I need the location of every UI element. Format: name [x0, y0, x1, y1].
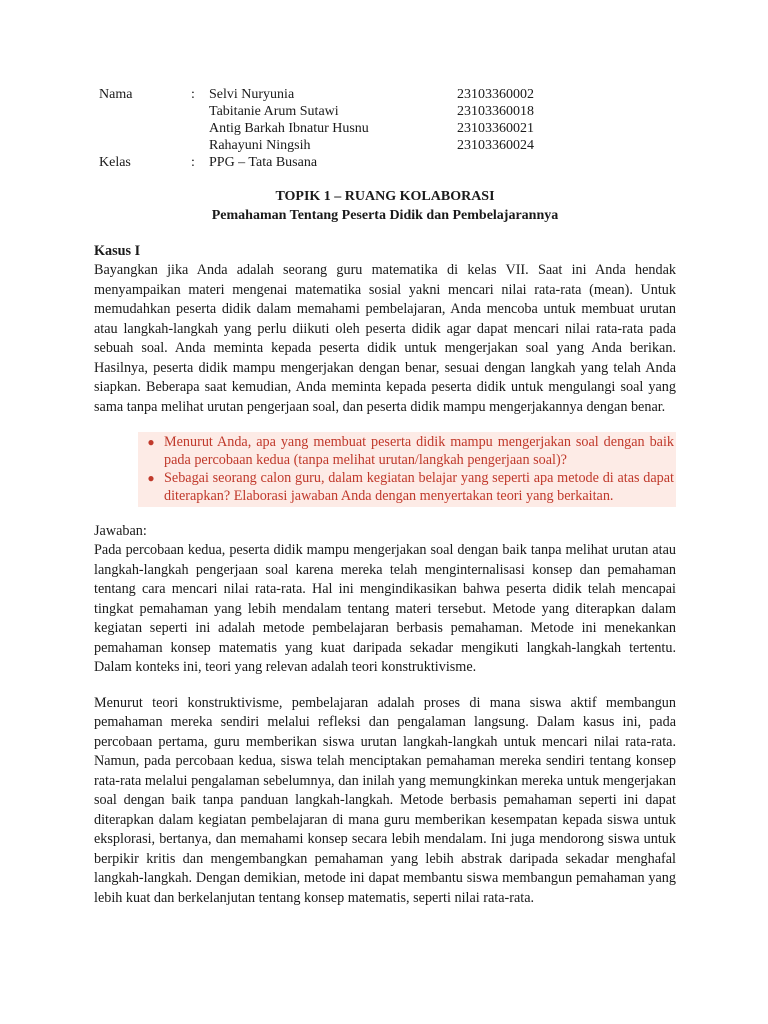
title-line-2: Pemahaman Tentang Peserta Didik dan Pembelajarannya	[211, 208, 559, 223]
member-nim: 23103360024	[457, 138, 534, 153]
question-box	[138, 432, 676, 507]
member-nim: 23103360021	[457, 121, 534, 136]
member-nim: 23103360018	[457, 104, 534, 119]
member-nim: 23103360002	[457, 87, 534, 102]
member-name: Antig Barkah Ibnatur Husnu	[209, 121, 369, 136]
kelas-row	[99, 154, 534, 171]
separator: :	[191, 155, 195, 170]
paragraph-spacer	[94, 678, 676, 694]
kasus-paragraph: Bayangkan jika Anda adalah seorang guru matematika di kelas VII. Saat ini Anda hendak menyampaikan materi mengenai matematika sosial yakni mencari nilai rata-rata (mean). Untuk memudahkan peserta didik dalam memahami pembelajaran, Anda mencoba untuk membuat urutan atau langkah-langkah yang perlu diikuti oleh peserta didik agar dapat mencari nilai rata-rata pada sebuah soal. Anda meminta kepada peserta didik untuk mengerjakan soal yang Anda berikan. Hasilnya, peserta didik mampu mengerjakan dengan benar, sesuai dengan langkah yang telah Anda siapkan. Beberapa saat kemudian, Anda meminta kepada peserta didik untuk mengulangi soal yang sama tanpa melihat urutan pengerjaan soal, dan peserta didik mampu mengerjakannya dengan benar.	[94, 262, 676, 415]
kelas-label: Kelas	[99, 155, 131, 170]
member-row	[99, 103, 534, 120]
member-row	[99, 86, 534, 103]
document-page	[94, 86, 676, 908]
member-name: Tabitanie Arum Sutawi	[209, 104, 339, 119]
answer-label: Jawaban:	[94, 523, 147, 539]
question-text: Sebagai seorang calon guru, dalam kegiatan belajar yang seperti apa metode di atas dapat diterapkan? Elaborasi jawaban Anda dengan menyertakan teori yang berkaitan.	[164, 470, 674, 504]
bullet-icon: ●	[147, 435, 155, 449]
title-line-1: TOPIK 1 – RUANG KOLABORASI	[275, 189, 495, 204]
member-row	[99, 137, 534, 154]
kelas-value: PPG – Tata Busana	[209, 155, 318, 170]
question-item	[138, 433, 676, 469]
member-name: Rahayuni Ningsih	[209, 138, 311, 153]
bullet-icon: ●	[147, 471, 155, 485]
question-item	[138, 469, 676, 505]
member-row	[99, 120, 534, 137]
kasus-heading: Kasus I	[94, 243, 141, 259]
identity-table	[99, 86, 534, 171]
nama-label: Nama	[99, 87, 133, 102]
separator: :	[191, 87, 195, 102]
question-text: Menurut Anda, apa yang membuat peserta didik mampu mengerjakan soal dengan baik pada percobaan kedua (tanpa melihat urutan/langkah pengerjaan soal)?	[164, 434, 674, 468]
member-name: Selvi Nuryunia	[209, 87, 295, 102]
document-title	[94, 187, 676, 225]
answer-paragraph-2: Menurut teori konstruktivisme, pembelajaran adalah proses di mana siswa aktif membangun pemahaman mereka sendiri melalui refleksi dan pengalaman langsung. Dalam kasus ini, pada percobaan pertama, guru memberikan siswa urutan langkah-langkah untuk mencari nilai rata-rata. Namun, pada percobaan kedua, siswa telah menciptakan pemahaman mereka sendiri tentang konsep rata-rata melalui pengalaman sebelumnya, dan inilah yang memungkinkan mereka untuk mengerjakan soal dengan baik tanpa panduan langkah-langkah. Metode berbasis pemahaman seperti ini dapat diterapkan dalam kegiatan pembelajaran di mana guru memberikan kesempatan kepada siswa untuk eksplorasi, bertanya, dan memahami konsep secara lebih mendalam. Ini juga mendorong siswa untuk berpikir kritis dan mengembangkan pemahaman yang lebih abstrak daripada sekadar menghafal langkah-langkah. Dengan demikian, metode ini dapat membantu siswa membangun pemahaman yang lebih kuat dan berkelanjutan tentang konsep matematis, seperti nilai rata-rata.	[94, 694, 676, 906]
answer-paragraph-1: Pada percobaan kedua, peserta didik mampu mengerjakan soal dengan baik tanpa melihat urutan atau langkah-langkah pengerjaan soal karena mereka telah menginternalisasi konsep dan pemahaman tentang cara mencari nilai rata-rata. Hal ini mengindikasikan bahwa peserta didik telah mencapai tingkat pemahaman yang lebih mendalam tentang materi tersebut. Metode yang diterapkan dalam kegiatan seperti ini adalah metode pembelajaran berbasis pemahaman. Metode ini menekankan pemahaman konsep matematis yang kuat daripada sekadar mengikuti langkah-langkah tertentu. Dalam konteks ini, teori yang relevan adalah teori konstruktivisme.	[94, 542, 676, 675]
